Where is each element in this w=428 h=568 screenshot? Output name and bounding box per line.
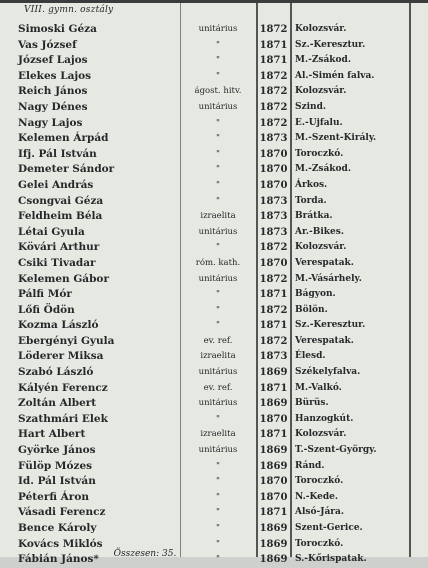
table-row [0,69,428,85]
student-name: Kelemen Árpád [18,132,109,145]
religion-cell: unitárius [198,367,238,378]
religion-cell: róm. kath. [195,257,241,268]
religion-cell: " [216,39,220,50]
table-row [0,178,428,194]
religion-cell: " [216,538,220,549]
table-row [0,303,428,319]
religion-cell: " [216,70,220,81]
student-name: Csongvai Géza [18,194,104,207]
student-name: Szathmári Elek [18,412,108,425]
birthplace: M.-Szent-Király. [295,133,377,144]
student-name: Vásadi Ferencz [18,506,106,519]
student-list [0,22,428,568]
birthplace: Kolozsvár. [295,24,347,34]
birthplace: Toroczkó. [295,538,344,549]
religion-cell: " [216,55,220,66]
religion-cell: unitárius [198,226,238,237]
birthplace: Sz.-Keresztur. [295,320,366,331]
birthplace: Szind. [295,101,326,112]
table-row [0,318,428,334]
birthplace: Verespatak. [295,257,354,268]
religion-cell: unitárius [198,398,238,409]
birth-year: 1872 [259,273,288,285]
birthplace: Ar.-Bikes. [295,226,344,237]
birthplace: Kolozsvár. [295,429,347,440]
birth-year: 1871 [259,39,288,51]
table-row [0,116,428,132]
table-row [0,209,428,225]
top-border [0,0,428,3]
birthplace: Szent-Gerice. [295,523,363,533]
birthplace: Al.-Simén falva. [295,70,375,81]
student-name: József Lajos [18,54,88,67]
birth-year: 1872 [259,335,288,347]
religion-cell: unitárius [198,273,238,284]
religion-cell: " [216,242,220,253]
table-row [0,38,428,54]
birth-year: 1869 [259,460,288,472]
birth-year: 1871 [259,429,288,441]
table-row [0,84,428,100]
birth-year: 1869 [259,367,288,379]
student-name: Hart Albert [18,428,86,441]
birthplace: Toroczkó. [295,148,344,159]
birthplace: Toroczkó. [295,476,344,487]
religion-cell: " [216,195,220,206]
table-row [0,194,428,210]
student-name: Kelemen Gábor [18,272,109,285]
birthplace: M.-Zsákod. [295,164,351,175]
religion-cell: ágost. hitv. [194,86,242,97]
table-row [0,396,428,412]
birthplace: Torda. [295,195,327,206]
religion-cell: " [216,554,220,565]
table-row [0,162,428,178]
student-name: Nagy Lajos [18,116,83,129]
birth-year: 1871 [259,55,288,67]
table-row [0,256,428,272]
table-row [0,505,428,521]
birthplace: Sz.-Keresztur. [295,39,366,50]
religion-cell: " [216,117,220,128]
student-name: Zoltán Albert [18,397,97,410]
student-name: Kovács Miklós [18,537,103,550]
birthplace: M.-Zsákod. [295,55,351,66]
student-name: Simoski Géza [18,23,97,35]
religion-cell: unitárius [198,101,238,112]
table-row [0,147,428,163]
birth-year: 1872 [259,70,288,82]
birth-year: 1870 [259,491,288,503]
religion-cell: " [216,460,220,471]
religion-cell: " [216,289,220,300]
table-row [0,459,428,475]
birth-year: 1869 [259,554,288,566]
birth-year: 1873 [259,211,288,223]
student-name: Ebergényi Gyula [18,334,115,347]
student-name: Reich János [18,85,88,98]
religion-cell: " [216,507,220,518]
birth-year: 1870 [259,413,288,425]
student-name: Feldheim Béla [18,210,103,223]
birthplace: Bölön. [295,304,328,315]
birthplace: Hanzogkút. [295,413,354,424]
student-name: Fülöp Mózes [18,459,93,472]
table-row [0,349,428,365]
religion-cell: izraelita [200,351,236,362]
religion-cell: " [216,523,220,533]
table-row [0,287,428,303]
religion-cell: unitárius [198,445,238,456]
religion-cell: ev. ref. [203,335,233,346]
student-name: Nagy Dénes [18,100,88,113]
religion-cell: " [216,304,220,315]
student-name: Demeter Sándor [18,163,115,176]
table-row [0,22,428,38]
student-name: Fábián János* [18,553,99,566]
birth-year: 1869 [259,523,288,534]
student-name: Csiki Tivadar [18,256,96,269]
table-row [0,521,428,537]
birthplace: Ránd. [295,460,325,471]
birthplace: Brátka. [295,211,333,222]
student-name: Id. Pál István [18,475,96,488]
birth-year: 1872 [259,117,288,129]
birthplace: Kolozsvár. [295,242,347,253]
birthplace: Verespatak. [295,335,354,346]
class-heading: VIII. gymn. osztály [24,5,114,15]
birthplace: M.-Valkó. [295,382,342,393]
birthplace: Székelyfalva. [295,367,361,378]
birthplace: Alsó-Jára. [295,507,345,518]
birth-year: 1872 [259,86,288,98]
student-name: Györke János [18,444,96,457]
table-row [0,381,428,397]
birthplace: Bágyon. [295,289,336,300]
birthplace: Élesd. [295,351,326,362]
birth-year: 1870 [259,164,288,176]
birth-year: 1870 [259,179,288,191]
table-row [0,474,428,490]
table-row [0,412,428,428]
birth-year: 1869 [259,538,288,550]
student-name: Ifj. Pál István [18,147,97,160]
table-row [0,334,428,350]
birth-year: 1872 [259,101,288,113]
birthplace: Bürüs. [295,398,329,409]
total-line: Összesen: 35. [113,549,177,559]
student-name: Gelei András [18,178,94,191]
birth-year: 1869 [259,398,288,410]
religion-cell: " [216,164,220,175]
student-name: Vas József [18,38,77,51]
religion-cell: " [216,179,220,190]
birth-year: 1871 [259,382,288,394]
birth-year: 1872 [259,304,288,316]
religion-cell: unitárius [198,24,238,34]
religion-cell: " [216,148,220,159]
birth-year: 1870 [259,257,288,269]
birth-year: 1873 [259,226,288,238]
birth-year: 1873 [259,133,288,145]
table-row [0,225,428,241]
birth-year: 1871 [259,320,288,332]
religion-cell: " [216,491,220,502]
student-name: Elekes Lajos [18,69,92,82]
religion-cell: " [216,476,220,487]
religion-cell: ev. ref. [203,382,233,393]
religion-cell: izraelita [200,211,236,222]
birth-year: 1871 [259,289,288,301]
birth-year: 1871 [259,507,288,519]
table-row [0,131,428,147]
student-name: Kövári Arthur [18,241,100,254]
student-name: Kályén Ferencz [18,381,108,394]
student-name: Szabó László [18,366,94,379]
birth-year: 1869 [259,445,288,457]
table-row [0,443,428,459]
birth-year: 1873 [259,195,288,207]
birthplace: Árkos. [295,179,328,190]
student-name: Pálfi Mór [18,288,72,301]
religion-cell: " [216,133,220,144]
birthplace: M.-Vásárhely. [295,273,362,284]
table-row [0,272,428,288]
birth-year: 1870 [259,476,288,488]
birthplace: Kolozsvár. [295,86,347,97]
table-row [0,365,428,381]
student-name: Létai Gyula [18,225,85,238]
student-name: Bence Károly [18,522,97,534]
table-row [0,490,428,506]
student-name: Lőfi Ödön [18,303,75,316]
student-name: Löderer Miksa [18,350,104,363]
birth-year: 1870 [259,148,288,160]
student-name: Kozma László [18,319,99,332]
birth-year: 1873 [259,351,288,363]
student-name: Péterfi Áron [18,490,89,503]
religion-cell: " [216,320,220,331]
birthplace: S.-Kőrispatak. [295,554,367,565]
birthplace: E.-Ujfalu. [295,117,343,128]
table-row [0,427,428,443]
religion-cell: " [216,413,220,424]
birth-year: 1872 [259,242,288,254]
table-row [0,53,428,69]
birthplace: N.-Kede. [295,491,339,502]
table-row [0,100,428,116]
religion-cell: izraelita [200,429,236,440]
birth-year: 1872 [259,24,288,35]
birthplace: T.-Szent-György. [295,445,377,456]
table-row [0,240,428,256]
